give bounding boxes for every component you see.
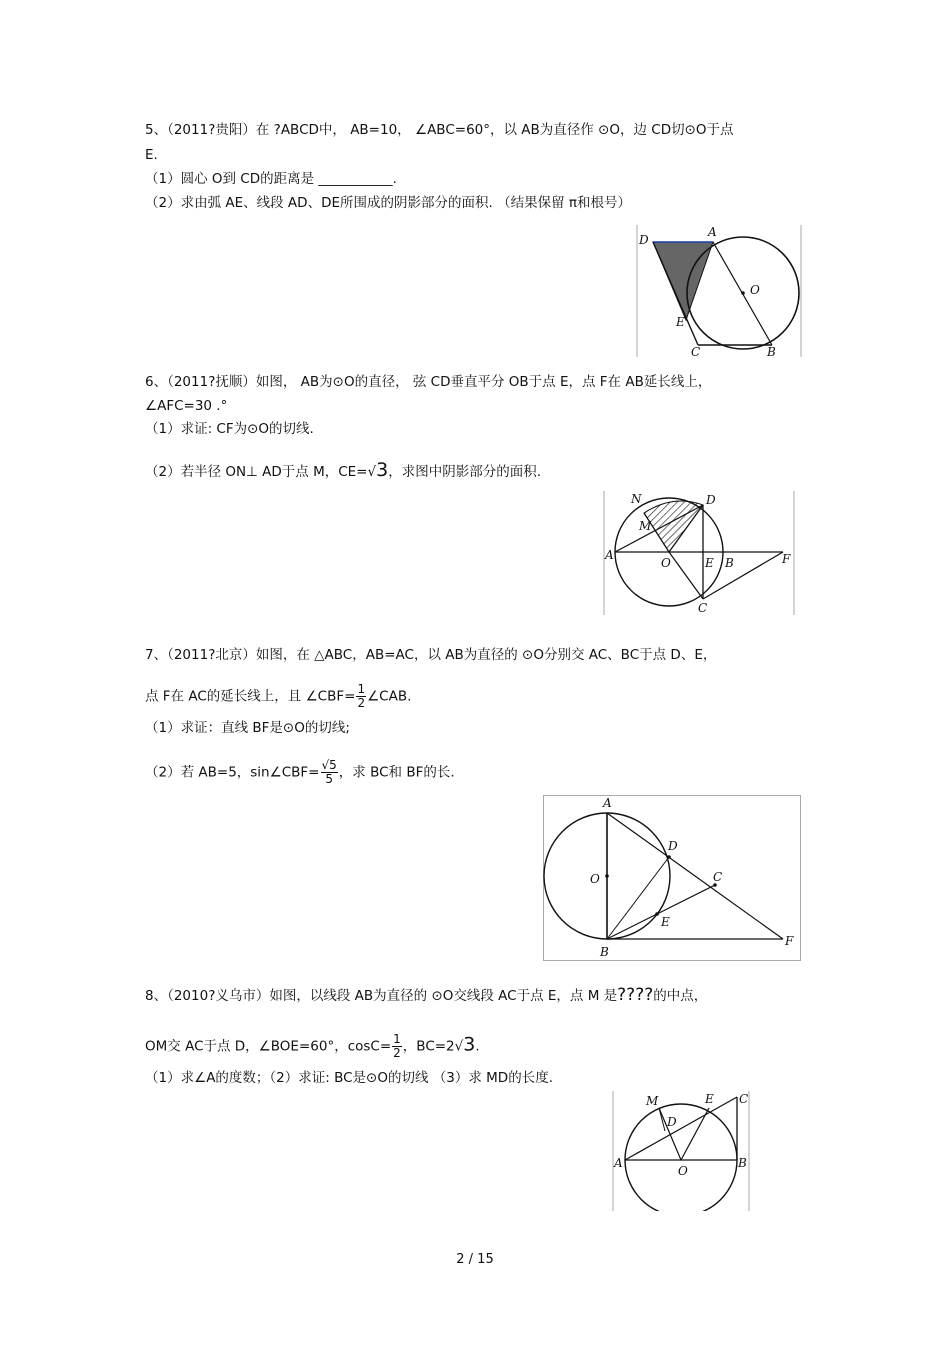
q6-sub2 (145, 461, 541, 481)
q8-label-b: B (738, 1156, 747, 1170)
q5-label-c: C (691, 345, 701, 357)
q7-sub2 (145, 759, 455, 786)
q8-figure (612, 1091, 750, 1211)
sqrt-sign: √ (367, 464, 377, 480)
q8-label-o: O (678, 1164, 688, 1178)
q5-label-e: E (676, 315, 685, 329)
q7-label-e: E (661, 915, 670, 929)
q7-label-b: B (600, 945, 609, 959)
q5-line1b: E. (145, 147, 158, 163)
fraction (356, 683, 366, 710)
q8-line2-text-b: ，BC=2 (402, 1038, 455, 1055)
q5-label-b: B (767, 345, 776, 357)
q8-arc-symbol: ???? (617, 985, 654, 1005)
fraction (321, 759, 338, 786)
q5-sub1: （1）圆心 O到 CD的距离是 ___________. (145, 171, 397, 187)
q6-label-b: B (725, 556, 734, 570)
q7-label-d: D (668, 839, 678, 853)
q6-label-c: C (698, 601, 708, 615)
q5-line1: 5、（2011?贵阳）在 ?ABCD中， AB=10， ∠ABC=60°，以 AB为直径作 ⊙O，边 CD切⊙O于点 (145, 122, 734, 138)
page-number: 2 / 15 (456, 1252, 494, 1267)
q7-label-o: O (590, 872, 600, 886)
q7-sub2-text-b: ，求 BC和 BF的长. (338, 764, 455, 781)
q6-sub1: （1）求证: CF为⊙O的切线. (145, 421, 314, 437)
q7-label-c: C (713, 870, 723, 884)
q5-sub2: （2）求由弧 AE、线段 AD、DE所围成的阴影部分的面积. （结果保留 π和根号） (145, 195, 631, 211)
fraction-denominator: 5 (325, 772, 333, 786)
q6-label-f: F (782, 552, 791, 566)
q6-label-o: O (661, 556, 671, 570)
q6-figure (603, 491, 795, 615)
q6-sub2-sqrt: 3 (376, 459, 389, 481)
q8-label-a: A (614, 1156, 623, 1170)
q6-label-a: A (605, 548, 614, 562)
q8-line2-text-a: OM交 AC于点 D，∠BOE=60°，cosC= (145, 1038, 392, 1055)
q5-label-o: O (750, 283, 760, 297)
q7-sub1: （1）求证：直线 BF是⊙O的切线; (145, 720, 350, 736)
q5-label-d: D (639, 233, 649, 247)
q5-figure (636, 225, 802, 357)
fraction-numerator: 1 (393, 1032, 401, 1046)
fraction (392, 1033, 402, 1060)
q6-label-d: D (706, 493, 716, 507)
q7-label-a: A (603, 796, 612, 810)
q6-sub2-text-b: ，求图中阴影部分的面积. (388, 464, 541, 480)
q6-label-n: N (631, 492, 642, 506)
q7-line2 (145, 683, 411, 710)
q7-sub2-text-a: （2）若 AB=5，sin∠CBF= (145, 764, 320, 781)
fraction-numerator: √5 (321, 758, 337, 772)
q6-label-m: M (639, 519, 652, 533)
q6-line1: 6、（2011?抚顺）如图， AB为⊙O的直径， 弦 CD垂直平分 OB于点 E，点 F在 AB延长线上， (145, 374, 712, 390)
q8-line2 (145, 1033, 480, 1060)
fraction-denominator: 2 (393, 1046, 401, 1060)
q8-line1-text-a: 8、（2010?义乌市）如图，以线段 AB为直径的 ⊙O交线段 AC于点 E，点 M 是 (145, 988, 618, 1004)
q6-label-e: E (705, 556, 714, 570)
q8-label-m: M (646, 1094, 659, 1108)
fraction-denominator: 2 (357, 696, 366, 710)
fraction-numerator: 1 (357, 682, 366, 696)
q6-sub2-text-a: （2）若半径 ON⊥ AD于点 M，CE= (145, 464, 368, 480)
q7-label-f: F (785, 934, 794, 948)
q7-line2-text-a: 点 F在 AC的延长线上，且 ∠CBF= (145, 688, 356, 705)
q8-label-c: C (739, 1092, 749, 1106)
q8-sub: （1）求∠A的度数；（2）求证: BC是⊙O的切线 （3）求 MD的长度. (145, 1070, 553, 1086)
q8-line2-sqrt: 3 (463, 1033, 476, 1056)
q8-line1 (145, 986, 707, 1005)
q8-line1-text-b: 的中点， (653, 988, 708, 1004)
q8-line2-text-c: . (475, 1038, 480, 1055)
q8-label-e: E (705, 1092, 714, 1106)
sqrt-sign: √ (454, 1038, 464, 1055)
q8-label-d: D (667, 1115, 677, 1129)
q7-line1: 7、（2011?北京）如图，在 △ABC，AB=AC，以 AB为直径的 ⊙O分别交 AC、BC于点 D、E， (145, 647, 717, 663)
q5-label-a: A (708, 225, 717, 239)
q7-figure (543, 795, 801, 961)
q6-line2: ∠AFC=30 .° (145, 398, 228, 414)
q7-line2-text-b: ∠CAB. (367, 688, 412, 705)
